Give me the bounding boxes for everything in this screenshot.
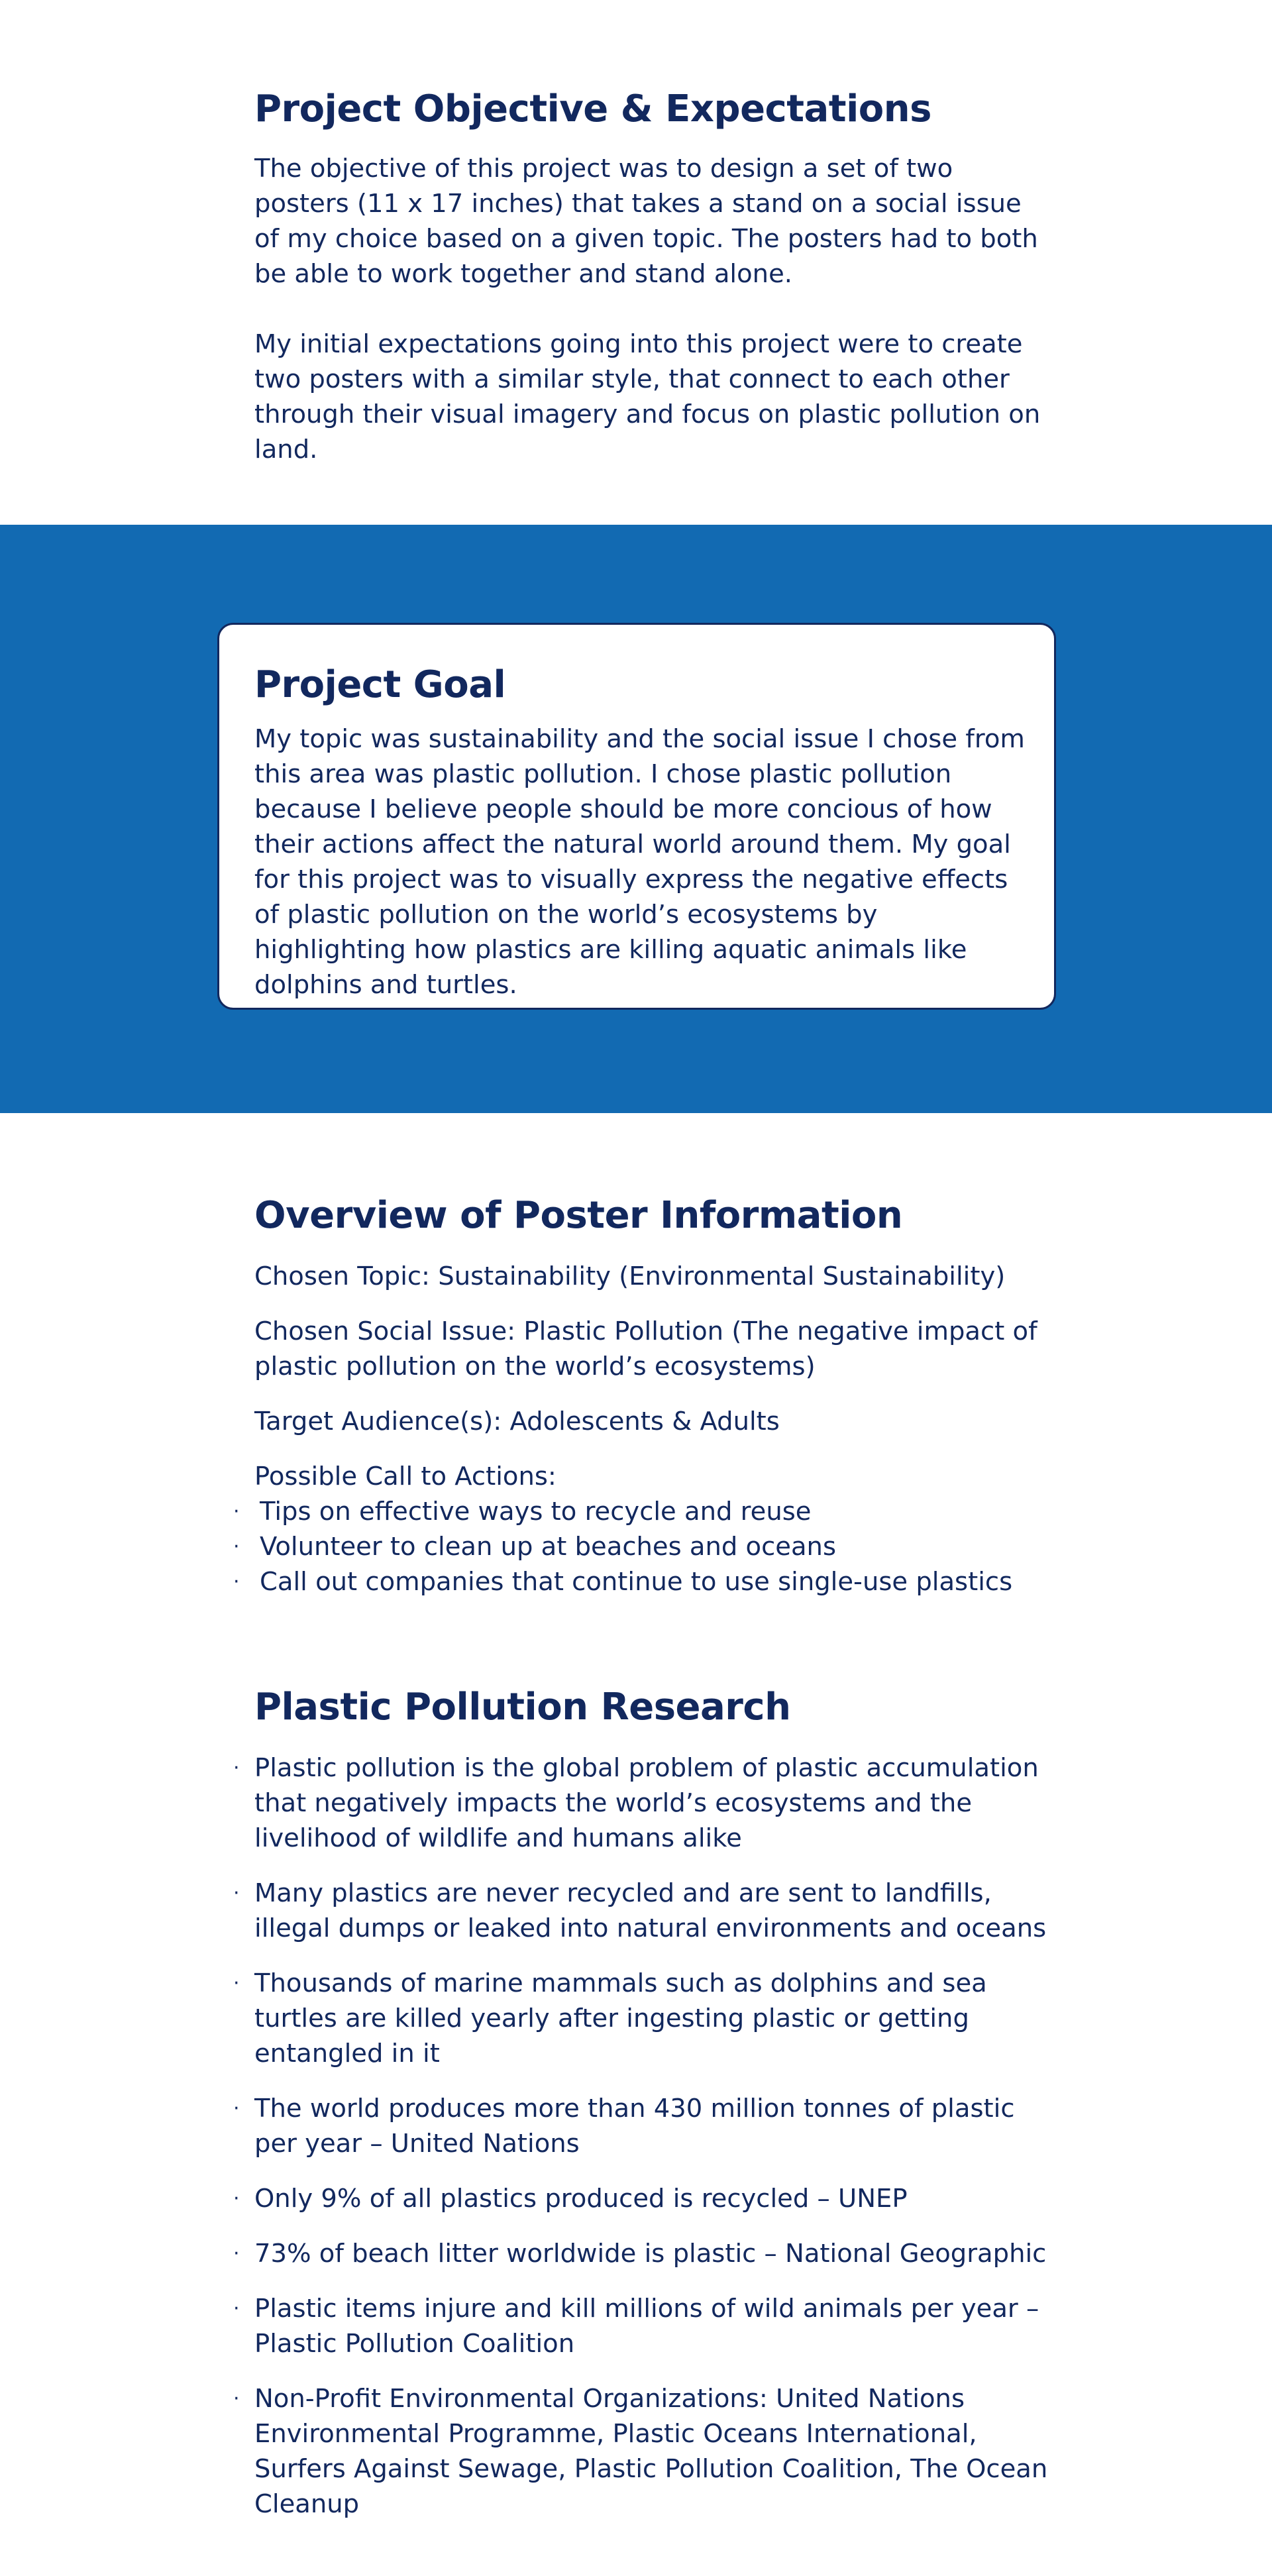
objective-section xyxy=(254,86,1049,467)
research-item: 73% of beach litter worldwide is plastic – National Geographic xyxy=(254,2239,1047,2269)
bullet-icon: · xyxy=(233,2242,240,2265)
goal-card xyxy=(217,623,1056,1010)
bullet-icon: · xyxy=(233,1535,240,1558)
cta-label: Possible Call to Actions: xyxy=(254,1462,556,1491)
bullet-icon: · xyxy=(233,2097,240,2120)
research-item: The world produces more than 430 million tonnes of plastic per year – United Nations xyxy=(254,2094,1015,2159)
objective-paragraph: The objective of this project was to design a set of two posters (11 x 17 inches) that takes a stand on a social issue of my choice based on a given topic. The posters had to both be able to work together and stand alone. xyxy=(254,154,1038,289)
research-title: Plastic Pollution Research xyxy=(254,1686,791,1729)
objective-title: Project Objective & Expectations xyxy=(254,87,931,131)
goal-body: My topic was sustainability and the social issue I chose from this area was plastic pollution. I chose plastic pollution because I believe people should be more concious of how their actions affect the natural world around them. My goal for this project was to visually express the negative effects of plastic pollution on the world’s ecosystems by highlighting how plastics are killing aquatic animals like dolphins and turtles. xyxy=(254,724,1025,1000)
research-item: Many plastics are never recycled and are sent to landfills, illegal dumps or leaked into natural environments and oceans xyxy=(254,1878,1047,1943)
goal-band xyxy=(0,525,1272,1113)
list-item xyxy=(233,2181,1063,2216)
cta-list xyxy=(233,1494,1049,1599)
research-item: Only 9% of all plastics produced is recycled – UNEP xyxy=(254,2184,908,2214)
list-item xyxy=(233,1876,1063,1946)
list-item xyxy=(233,2091,1063,2161)
list-item xyxy=(233,1564,1049,1599)
bullet-icon: · xyxy=(233,1972,240,1995)
expectations-paragraph: My initial expectations going into this project were to create two posters with a similar style, that connect to each other through their visual imagery and focus on plastic pollution on land. xyxy=(254,329,1041,464)
goal-title: Project Goal xyxy=(254,663,506,706)
cta-item: Call out companies that continue to use single-use plastics xyxy=(260,1567,1013,1597)
bullet-icon: · xyxy=(233,1882,240,1905)
research-item: Thousands of marine mammals such as dolphins and sea turtles are killed yearly after ingesting plastic or getting entangled in it xyxy=(254,1968,987,2068)
research-item: Plastic items injure and kill millions of wild animals per year – Plastic Pollution Coalition xyxy=(254,2294,1039,2359)
bullet-icon: · xyxy=(233,1570,240,1593)
list-item xyxy=(233,1966,1063,2071)
list-item xyxy=(233,2236,1063,2271)
list-item xyxy=(233,1529,1049,1564)
research-item: Non-Profit Environmental Organizations: United Nations Environmental Programme, Plastic Oceans International, Surfers Against Sewage, Plastic Pollution Coalition, The Ocean Cleanup xyxy=(254,2384,1048,2519)
chosen-social-issue: Chosen Social Issue: Plastic Pollution (The negative impact of plastic pollution on the world’s ecosystems) xyxy=(254,1316,1037,1381)
bullet-icon: · xyxy=(233,2187,240,2210)
list-item xyxy=(233,2291,1063,2361)
chosen-topic: Chosen Topic: Sustainability (Environmental Sustainability) xyxy=(254,1261,1006,1291)
overview-section xyxy=(233,1193,1049,1599)
overview-title: Overview of Poster Information xyxy=(254,1194,903,1237)
list-item xyxy=(233,1494,1049,1529)
research-list xyxy=(233,1750,1063,2522)
bullet-icon: · xyxy=(233,2297,240,2320)
bullet-icon: · xyxy=(233,1500,240,1523)
cta-item: Volunteer to clean up at beaches and oceans xyxy=(260,1532,837,1562)
list-item xyxy=(233,2381,1063,2522)
research-section xyxy=(233,1684,1063,2542)
cta-item: Tips on effective ways to recycle and reuse xyxy=(260,1497,812,1527)
list-item xyxy=(233,1750,1063,1856)
research-item: Plastic pollution is the global problem of plastic accumulation that negatively impacts the world’s ecosystems and the livelihood of wildlife and humans alike xyxy=(254,1753,1039,1853)
bullet-icon: · xyxy=(233,1756,240,1780)
target-audience: Target Audience(s): Adolescents & Adults xyxy=(254,1407,780,1436)
bullet-icon: · xyxy=(233,2387,240,2410)
